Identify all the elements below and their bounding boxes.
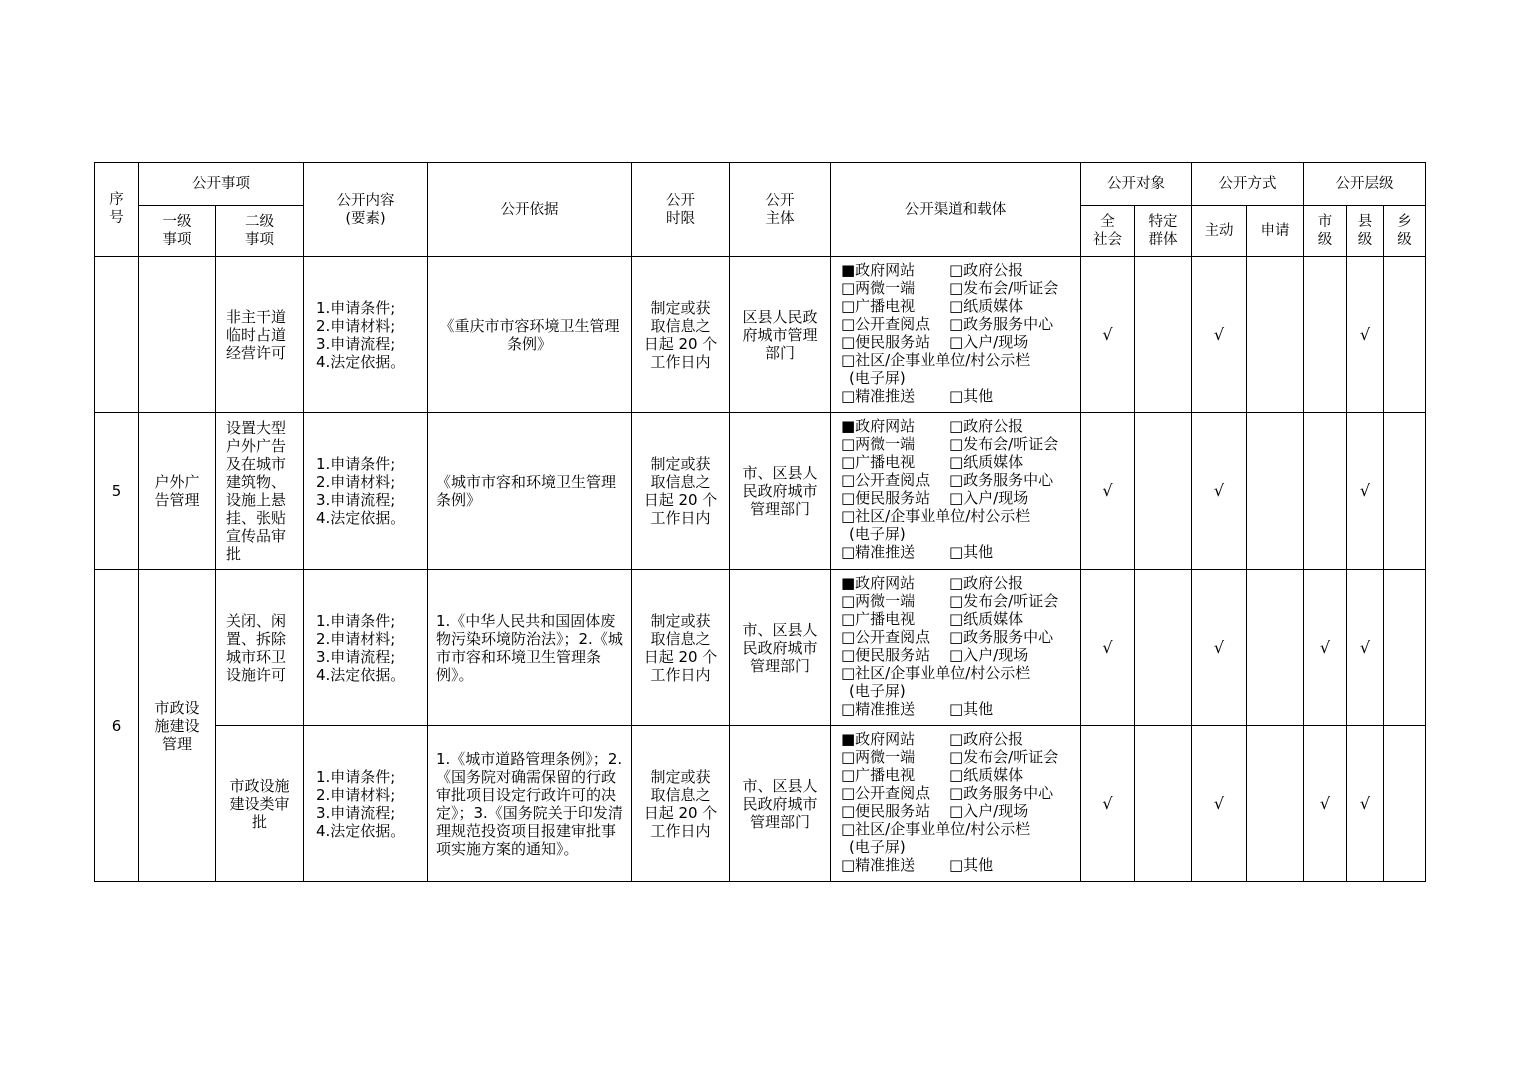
time-cell: 制定或获 取信息之 日起 20 个 工作日内 xyxy=(632,570,730,726)
basis-cell: 1.《中华人民共和国固体废物污染环境防治法》；2.《城市市容和环境卫生管理条例》。 xyxy=(428,570,632,726)
subject-cell: 市、区县人 民政府城市 管理部门 xyxy=(730,413,831,570)
subject-cell: 市、区县人 民政府城市 管理部门 xyxy=(730,726,831,882)
level2-cell: 设置大型 户外广告 及在城市 建筑物、 设施上悬 挂、张贴 宣传品审 批 xyxy=(216,413,304,570)
target-all-check: √ xyxy=(1081,257,1135,413)
level-town-check xyxy=(1384,726,1426,882)
target-specific-check xyxy=(1135,726,1192,882)
level-city-check xyxy=(1304,413,1347,570)
header-level-group: 公开层级 xyxy=(1304,163,1426,206)
level-town-check xyxy=(1384,413,1426,570)
table-row xyxy=(95,726,1426,882)
target-all-check: √ xyxy=(1081,726,1135,882)
level1-cell: 市政设 施建设 管理 xyxy=(139,570,216,882)
level-town-check xyxy=(1384,257,1426,413)
header-target-specific: 特定 群体 xyxy=(1135,206,1192,257)
target-all-check: √ xyxy=(1081,570,1135,726)
header-level-city: 市 级 xyxy=(1304,206,1347,257)
method-apply-check xyxy=(1247,413,1304,570)
time-cell: 制定或获 取信息之 日起 20 个 工作日内 xyxy=(632,726,730,882)
header-subject: 公开 主体 xyxy=(730,163,831,257)
level1-cell: 户外广 告管理 xyxy=(139,413,216,570)
channel-cell: ■政府网站 □政府公报 □两微一端 □发布会/听证会 □广播电视 □纸质媒体 □公开查阅点 □政务服务中心 □便民服务站 □入户/现场 □社区/企事业单位/村公示栏 (电子屏) □精准推送 □其他 xyxy=(831,413,1081,570)
table-row xyxy=(95,413,1426,570)
content-cell: 1.申请条件; 2.申请材料; 3.申请流程; 4.法定依据。 xyxy=(304,570,428,726)
header-items-group: 公开事项 xyxy=(139,163,304,206)
basis-cell: 《城市市容和环境卫生管理条例》 xyxy=(428,413,632,570)
method-apply-check xyxy=(1247,726,1304,882)
method-apply-check xyxy=(1247,570,1304,726)
disclosure-table xyxy=(94,162,1426,882)
subject-cell: 市、区县人 民政府城市 管理部门 xyxy=(730,570,831,726)
channel-cell: ■政府网站 □政府公报 □两微一端 □发布会/听证会 □广播电视 □纸质媒体 □公开查阅点 □政务服务中心 □便民服务站 □入户/现场 □社区/企事业单位/村公示栏 (电子屏) □精准推送 □其他 xyxy=(831,726,1081,882)
level2-cell: 市政设施 建设类审 批 xyxy=(216,726,304,882)
level2-cell: 非主干道 临时占道 经营许可 xyxy=(216,257,304,413)
header-content: 公开内容 (要素) xyxy=(304,163,428,257)
header-method-apply: 申请 xyxy=(1247,206,1304,257)
header-level2: 二级 事项 xyxy=(216,206,304,257)
seq-cell: 5 xyxy=(95,413,139,570)
level-town-check xyxy=(1384,570,1426,726)
header-basis: 公开依据 xyxy=(428,163,632,257)
seq-cell xyxy=(95,257,139,413)
basis-cell: 《重庆市市容环境卫生管理条例》 xyxy=(428,257,632,413)
channel-cell: ■政府网站 □政府公报 □两微一端 □发布会/听证会 □广播电视 □纸质媒体 □公开查阅点 □政务服务中心 □便民服务站 □入户/现场 □社区/企事业单位/村公示栏 (电子屏) □精准推送 □其他 xyxy=(831,570,1081,726)
method-active-check: √ xyxy=(1192,413,1247,570)
header-level-county: 县 级 xyxy=(1347,206,1384,257)
header-target-all: 全 社会 xyxy=(1081,206,1135,257)
header-channel: 公开渠道和载体 xyxy=(831,163,1081,257)
level2-cell: 关闭、闲 置、拆除 城市环卫 设施许可 xyxy=(216,570,304,726)
channel-cell: ■政府网站 □政府公报 □两微一端 □发布会/听证会 □广播电视 □纸质媒体 □公开查阅点 □政务服务中心 □便民服务站 □入户/现场 □社区/企事业单位/村公示栏 (电子屏) □精准推送 □其他 xyxy=(831,257,1081,413)
target-specific-check xyxy=(1135,413,1192,570)
header-level1: 一级 事项 xyxy=(139,206,216,257)
time-cell: 制定或获 取信息之 日起 20 个 工作日内 xyxy=(632,413,730,570)
level-city-check xyxy=(1304,257,1347,413)
time-cell: 制定或获 取信息之 日起 20 个 工作日内 xyxy=(632,257,730,413)
header-seq: 序 号 xyxy=(95,163,139,257)
content-cell: 1.申请条件; 2.申请材料; 3.申请流程; 4.法定依据。 xyxy=(304,413,428,570)
header-method-active: 主动 xyxy=(1192,206,1247,257)
level-county-check: √ xyxy=(1347,570,1384,726)
level-city-check: √ xyxy=(1304,726,1347,882)
seq-cell: 6 xyxy=(95,570,139,882)
header-target-group: 公开对象 xyxy=(1081,163,1192,206)
target-specific-check xyxy=(1135,570,1192,726)
table-row xyxy=(95,570,1426,726)
table-row xyxy=(95,257,1426,413)
basis-cell: 1.《城市道路管理条例》；2.《国务院对确需保留的行政审批项目设定行政许可的决定》；3.《国务院关于印发清理规范投资项目报建审批事项实施方案的通知》。 xyxy=(428,726,632,882)
target-all-check: √ xyxy=(1081,413,1135,570)
level-city-check: √ xyxy=(1304,570,1347,726)
level-county-check: √ xyxy=(1347,413,1384,570)
header-level-town: 乡 级 xyxy=(1384,206,1426,257)
subject-cell: 区县人民政 府城市管理 部门 xyxy=(730,257,831,413)
target-specific-check xyxy=(1135,257,1192,413)
level-county-check: √ xyxy=(1347,726,1384,882)
content-cell: 1.申请条件; 2.申请材料; 3.申请流程; 4.法定依据。 xyxy=(304,257,428,413)
method-active-check: √ xyxy=(1192,257,1247,413)
content-cell: 1.申请条件; 2.申请材料; 3.申请流程; 4.法定依据。 xyxy=(304,726,428,882)
header-method-group: 公开方式 xyxy=(1192,163,1304,206)
method-active-check: √ xyxy=(1192,726,1247,882)
level-county-check: √ xyxy=(1347,257,1384,413)
header-time: 公开 时限 xyxy=(632,163,730,257)
method-apply-check xyxy=(1247,257,1304,413)
method-active-check: √ xyxy=(1192,570,1247,726)
level1-cell xyxy=(139,257,216,413)
